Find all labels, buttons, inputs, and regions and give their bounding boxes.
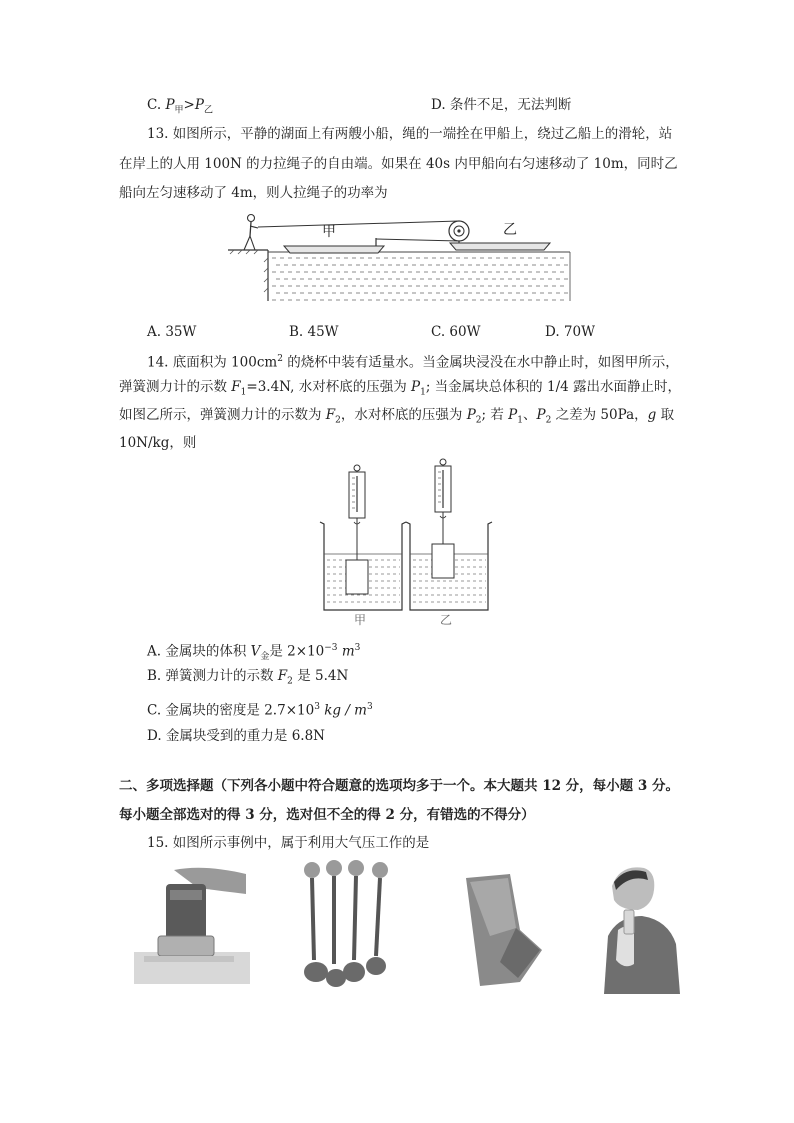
q14-option-a: A. 金属块的体积 $V_金$是 $2\times 10^{-3}$ $m^3$ xyxy=(147,643,361,663)
q13-stem-line3: 船向左匀速移动了 4m，则人拉绳子的功率为 xyxy=(119,185,388,201)
q13-boat-a-label: 甲 xyxy=(322,224,336,240)
q13-boats-figure xyxy=(228,206,574,306)
q13-option-a: A. 35W xyxy=(147,324,197,340)
q13-option-b: B. 45W xyxy=(289,324,339,340)
q13-stem-line2: 在岸上的人用 100N 的力拉绳子的自由端。如果在 40s 内甲船向右匀速移动了 10m，同时乙 xyxy=(119,156,678,172)
q14-option-b: B. 弹簧测力计的示数 $F_2$ 是 5.4N xyxy=(147,668,349,687)
q14-fig-label-b: 乙 xyxy=(440,613,453,627)
q15-photo-boy-drinking xyxy=(598,860,682,994)
q15-photo-cup-suction xyxy=(134,860,250,984)
q14-stem-line3: 如图乙所示，弹簧测力计的示数为 $F_2$，水对杯底的压强为 $P_2$; 若 $P_1$、$P_2$ 之差为 50Pa，g 取 xyxy=(119,407,675,426)
q14-beakers-figure xyxy=(316,456,496,628)
q15-stem: 15. 如图所示事例中，属于利用大气压工作的是 xyxy=(147,835,430,851)
section2-heading-line1: 二、多项选择题（下列各小题中符合题意的选项均多于一个。本大题共 12 分，每小题 3 分。 xyxy=(119,778,679,794)
q14-fig-label-a: 甲 xyxy=(354,613,367,627)
q12-option-d: D. 条件不足，无法判断 xyxy=(431,97,572,113)
q14-stem-line2: 弹簧测力计的示数 $F_1=3.4N$, 水对杯底的压强为 $P_1$; 当金属块总体积的 1/4 露出水面静止时， xyxy=(119,379,681,398)
q14-option-c: C. 金属块的密度是 $2.7\times 10^3$ kg / $m^3$ xyxy=(147,702,373,719)
q14-option-d: D. 金属块受到的重力是 6.8N xyxy=(147,728,325,744)
q15-photo-folded-cloth xyxy=(460,870,544,988)
beaker-b xyxy=(406,459,492,610)
q14-stem-line4: 10N/kg，则 xyxy=(119,435,197,451)
beaker-a xyxy=(320,465,406,610)
q13-option-d: D. 70W xyxy=(545,324,595,340)
q13-option-c: C. 60W xyxy=(431,324,481,340)
q14-stem-line1: 14. 底面积为 $100cm^2$ 的烧杯中装有适量水。当金属块浸没在水中静止时，如图甲所示， xyxy=(147,354,679,371)
q13-stem-line1: 13. 如图所示，平静的湖面上有两艘小船，绳的一端拴在甲船上，绕过乙船上的滑轮，站 xyxy=(147,126,673,142)
q15-photo-hanging-spoons xyxy=(296,860,400,1000)
section2-heading-line2: 每小题全部选对的得 3 分，选对但不全的得 2 分，有错选的不得分） xyxy=(119,807,535,823)
q12-option-c: C. $P_甲>P_乙$ xyxy=(147,97,213,116)
q13-boat-b-label: 乙 xyxy=(503,222,517,238)
